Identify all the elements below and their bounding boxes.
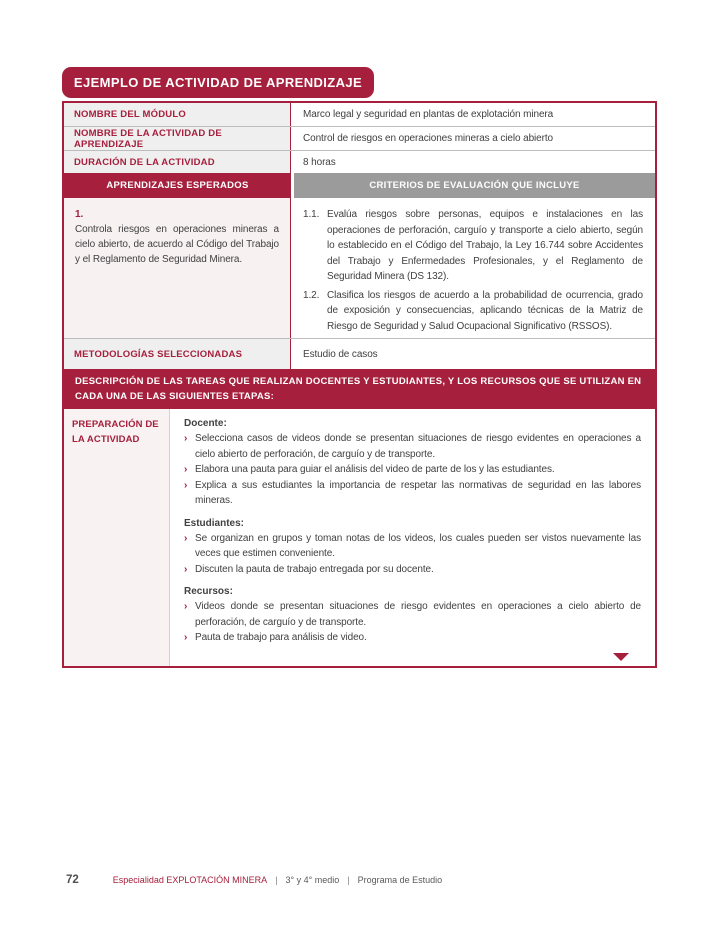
expected-learnings-header: APRENDIZAJES ESPERADOS: [64, 173, 291, 198]
chevron-bullet-icon: ›: [184, 563, 188, 575]
expected-learning-text: Controla riesgos en operaciones mineras a cielo abierto, de acuerdo al Código del Trabajo y el Reglamento de Seguridad Minera.: [75, 224, 279, 265]
section-title: Estudiantes:: [184, 517, 245, 529]
activity-example-badge: EJEMPLO DE ACTIVIDAD DE APRENDIZAJE: [62, 67, 374, 98]
resources-section: [184, 586, 641, 646]
bullet-text: Explica a sus estudiantes la importancia de respetar las normativas de seguridad en las labores mineras.: [195, 479, 641, 507]
footer-grade: 3° y 4° medio: [285, 875, 340, 885]
methodology-label: METODOLOGÍAS SELECCIONADAS: [64, 339, 291, 369]
duration-value: 8 horas: [303, 156, 336, 168]
chevron-bullet-icon: ›: [184, 464, 188, 476]
page-footer: [66, 874, 666, 886]
table-header-row: [64, 173, 655, 198]
module-name-row: [64, 103, 655, 127]
expected-learning-number: 1.: [75, 209, 84, 220]
bullet-text: Selecciona casos de videos donde se presentan situaciones de riesgo evidentes en operaciones a cielo abierto de perforación, de carguío y de transporte.: [195, 433, 641, 460]
evaluation-criteria-header: CRITERIOS DE EVALUACIÓN QUE INCLUYE: [294, 173, 655, 198]
chevron-bullet-icon: ›: [184, 532, 188, 544]
methodology-value: Estudio de casos: [303, 348, 378, 360]
bullet-item: [184, 478, 641, 509]
page-number: 72: [66, 874, 79, 886]
criteria-item: [303, 207, 643, 285]
stage-label: PREPARACIÓN DE LA ACTIVIDAD: [64, 409, 170, 666]
footer-program: Programa de Estudio: [357, 875, 443, 885]
tasks-description-header: DESCRIPCIÓN DE LAS TAREAS QUE REALIZAN DOCENTES Y ESTUDIANTES, Y LOS RECURSOS QUE SE UTILIZAN EN CADA UNA DE LAS SIGUIENTES ETAPAS:: [64, 369, 655, 409]
footer-specialty: Especialidad EXPLOTACIÓN MINERA: [112, 875, 268, 885]
criteria-number: 1.1.: [303, 209, 320, 220]
bullet-item: [184, 562, 641, 578]
methodology-row: [64, 339, 655, 369]
expected-learning-cell: [64, 198, 291, 338]
continuation-arrow-icon: [613, 653, 629, 661]
bullet-text: Discuten la pauta de trabajo entregada por su docente.: [195, 563, 434, 575]
students-section: [184, 518, 641, 578]
module-name-label: NOMBRE DEL MÓDULO: [64, 103, 291, 126]
bullet-item: [184, 462, 641, 478]
activity-name-row: [64, 127, 655, 151]
bullet-item: [184, 630, 641, 646]
chevron-bullet-icon: ›: [184, 433, 188, 445]
bullet-item: [184, 599, 641, 630]
criteria-cell: [291, 198, 655, 338]
footer-divider: |: [275, 875, 278, 885]
bullet-text: Videos donde se presentan situaciones de riesgo evidentes en operaciones a cielo abierto de perforación, de carguío y de transporte.: [195, 601, 641, 628]
learning-criteria-row: [64, 198, 655, 339]
duration-row: [64, 151, 655, 173]
criteria-text: Evalúa riesgos sobre personas, equipos e instalaciones en las operaciones de perforación, carguío y transporte a cielo abierto, según lo establecido en el Código del Trabajo, la Ley 16.744 sobre Accidentes del Trabajo y Enfermedades Profesionales, y el Reglamento de Seguridad Minera (DS 132).: [327, 209, 643, 282]
bullet-text: Pauta de trabajo para análisis de video.: [195, 632, 367, 644]
duration-label: DURACIÓN DE LA ACTIVIDAD: [64, 151, 291, 173]
section-title: Docente:: [184, 418, 227, 430]
activity-name-label: NOMBRE DE LA ACTIVIDAD DE APRENDIZAJE: [64, 127, 291, 150]
chevron-bullet-icon: ›: [184, 479, 188, 491]
bullet-item: [184, 531, 641, 562]
preparation-stage-row: [64, 409, 655, 666]
criteria-number: 1.2.: [303, 289, 320, 301]
chevron-bullet-icon: ›: [184, 601, 188, 613]
activity-table: [62, 101, 657, 668]
module-name-value: Marco legal y seguridad en plantas de explotación minera: [303, 109, 554, 120]
criteria-text: Clasifica los riesgos de acuerdo a la probabilidad de ocurrencia, grado de exposición y consecuencias, aplicando técnicas de la Matriz de Riesgo de Seguridad y Salud Ocupacional Significativo (RSSOS).: [327, 289, 643, 332]
teacher-section: [184, 418, 641, 509]
bullet-text: Se organizan en grupos y toman notas de los videos, los cuales pueden ser vistos nuevamente las veces que estimen conveniente.: [195, 532, 641, 560]
bullet-text: Elabora una pauta para guiar el análisis del video de parte de los y las estudiantes.: [195, 464, 555, 476]
activity-name-value: Control de riesgos en operaciones mineras a cielo abierto: [303, 133, 553, 144]
bullet-item: [184, 431, 641, 462]
footer-divider: |: [347, 875, 350, 885]
section-title: Recursos:: [184, 586, 233, 598]
chevron-bullet-icon: ›: [184, 632, 188, 644]
criteria-item: [303, 288, 643, 335]
stage-content: [170, 409, 655, 666]
